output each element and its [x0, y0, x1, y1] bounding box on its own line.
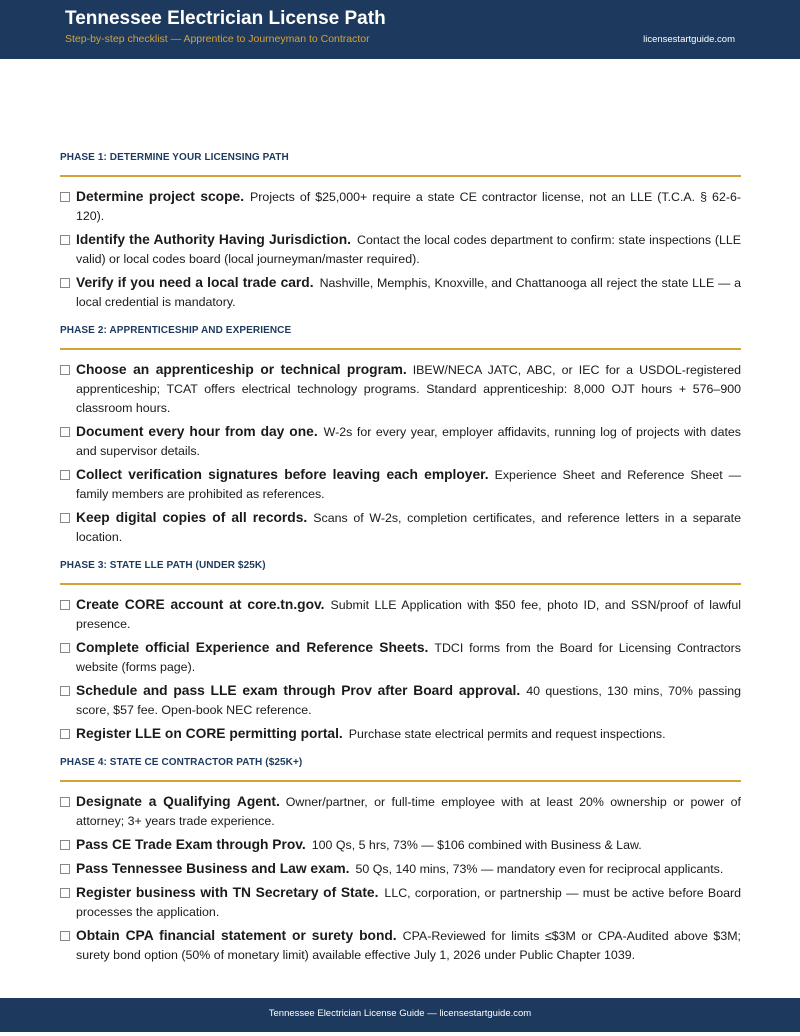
item-body: Projects of $25,000+ require a state CE contractor license, not an LLE (T.C.A. § 62-6-120).: [76, 190, 741, 223]
checkbox-icon[interactable]: [60, 797, 70, 807]
item-lead: Designate a Qualifying Agent.: [76, 794, 280, 809]
item-lead: Pass Tennessee Business and Law exam.: [76, 861, 350, 876]
phase-2-section: [60, 325, 741, 547]
checklist-item: [60, 681, 741, 720]
item-lead: Create CORE account at core.tn.gov.: [76, 597, 325, 612]
checkbox-icon[interactable]: [60, 686, 70, 696]
checklist-content: [60, 152, 741, 978]
checkbox-icon[interactable]: [60, 931, 70, 941]
checkbox-icon[interactable]: [60, 600, 70, 610]
item-lead: Document every hour from day one.: [76, 424, 318, 439]
item-lead: Schedule and pass LLE exam through Prov after Board approval.: [76, 683, 521, 698]
item-lead: Identify the Authority Having Jurisdiction.: [76, 232, 351, 247]
checkbox-icon[interactable]: [60, 864, 70, 874]
item-lead: Collect verification signatures before leaving each employer.: [76, 467, 489, 482]
item-body: 50 Qs, 140 mins, 73% — mandatory even for reciprocal applicants.: [355, 862, 724, 876]
item-lead: Pass CE Trade Exam through Prov.: [76, 837, 306, 852]
footer-banner: [0, 998, 800, 1032]
item-lead: Verify if you need a local trade card.: [76, 275, 314, 290]
item-body: Submit LLE Application with $50 fee, photo ID, and SSN/proof of lawful presence.: [76, 598, 741, 631]
item-body: 40 questions, 130 mins, 70% passing score, $57 fee. Open-book NEC reference.: [76, 684, 741, 717]
checkbox-icon[interactable]: [60, 888, 70, 898]
phase-3-section: [60, 560, 741, 744]
item-lead: Keep digital copies of all records.: [76, 510, 308, 525]
item-body: Purchase state electrical permits and request inspections.: [348, 727, 666, 741]
checklist-item: [60, 883, 741, 922]
checklist-item: [60, 926, 741, 965]
phase-heading: PHASE 2: APPRENTICESHIP AND EXPERIENCE: [60, 325, 292, 336]
checklist-item: [60, 638, 741, 677]
phase-divider: [60, 780, 741, 782]
phase-divider: [60, 175, 741, 177]
item-body: Contact the local codes department to confirm: state inspections (LLE valid) or local codes board (local journeyman/master required).: [76, 233, 741, 266]
phase-divider: [60, 583, 741, 585]
header-site-link[interactable]: licensestartguide.com: [643, 34, 735, 45]
item-body: Scans of W-2s, completion certificates, and reference letters in a separate location.: [76, 511, 742, 544]
item-body: TDCI forms from the Board for Licensing Contractors website (forms page).: [76, 641, 742, 674]
item-body: Owner/partner, or full-time employee with at least 20% ownership or power of attorney; 3+ years trade experience.: [76, 795, 741, 828]
page-title: Tennessee Electrician License Path: [65, 8, 386, 29]
checkbox-icon[interactable]: [60, 513, 70, 523]
item-lead: Register business with TN Secretary of State.: [76, 885, 379, 900]
checkbox-icon[interactable]: [60, 235, 70, 245]
checkbox-icon[interactable]: [60, 365, 70, 375]
item-body: LLC, corporation, or partnership — must be active before Board processes the application.: [76, 886, 741, 919]
phase-divider: [60, 348, 741, 350]
checklist-item: [60, 360, 741, 418]
phase-heading: PHASE 1: DETERMINE YOUR LICENSING PATH: [60, 152, 289, 163]
item-body: 100 Qs, 5 hrs, 73% — $106 combined with Business & Law.: [311, 838, 642, 852]
checkbox-icon[interactable]: [60, 427, 70, 437]
checklist-item: [60, 859, 741, 879]
checklist-item: [60, 724, 741, 744]
checklist-item: [60, 273, 741, 312]
checklist-item: [60, 230, 741, 269]
item-body: W-2s for every year, employer affidavits, running log of projects with dates and supervisor details.: [76, 425, 741, 458]
item-body: Nashville, Memphis, Knoxville, and Chattanooga all reject the state LLE — a local credential is mandatory.: [76, 276, 741, 309]
checkbox-icon[interactable]: [60, 192, 70, 202]
checkbox-icon[interactable]: [60, 729, 70, 739]
checklist-item: [60, 465, 741, 504]
page-subtitle: Step-by-step checklist — Apprentice to Journeyman to Contractor: [65, 33, 370, 45]
item-lead: Determine project scope.: [76, 189, 245, 204]
phase-heading: PHASE 3: STATE LLE PATH (UNDER $25K): [60, 560, 266, 571]
phase-heading: PHASE 4: STATE CE CONTRACTOR PATH ($25K+): [60, 757, 303, 768]
item-body: IBEW/NECA JATC, ABC, or IEC for a USDOL-registered apprenticeship; TCAT offers electrical technology programs. Standard apprenticeship: 8,000 OJT hours + 576–900 classroom hours.: [76, 363, 741, 415]
checklist-item: [60, 508, 741, 547]
item-lead: Choose an apprenticeship or technical program.: [76, 362, 407, 377]
item-lead: Obtain CPA financial statement or surety bond.: [76, 928, 397, 943]
footer-text: Tennessee Electrician License Guide — licensestartguide.com: [268, 1008, 532, 1019]
checklist-item: [60, 422, 741, 461]
checkbox-icon[interactable]: [60, 278, 70, 288]
checklist-item: [60, 187, 741, 226]
phase-4-section: [60, 757, 741, 965]
item-body: CPA-Reviewed for limits ≤$3M or CPA-Audited above $3M; surety bond option (50% of monetary limit) available effective July 1, 2026 under Public Chapter 1039.: [76, 929, 741, 962]
item-body: Experience Sheet and Reference Sheet — family members are prohibited as references.: [76, 468, 741, 501]
item-lead: Complete official Experience and Reference Sheets.: [76, 640, 429, 655]
checklist-item: [60, 792, 741, 831]
checkbox-icon[interactable]: [60, 470, 70, 480]
checkbox-icon[interactable]: [60, 840, 70, 850]
checkbox-icon[interactable]: [60, 643, 70, 653]
header-banner: [0, 0, 800, 59]
checklist-item: [60, 835, 741, 855]
item-lead: Register LLE on CORE permitting portal.: [76, 726, 343, 741]
checklist-item: [60, 595, 741, 634]
phase-1-section: [60, 152, 741, 312]
